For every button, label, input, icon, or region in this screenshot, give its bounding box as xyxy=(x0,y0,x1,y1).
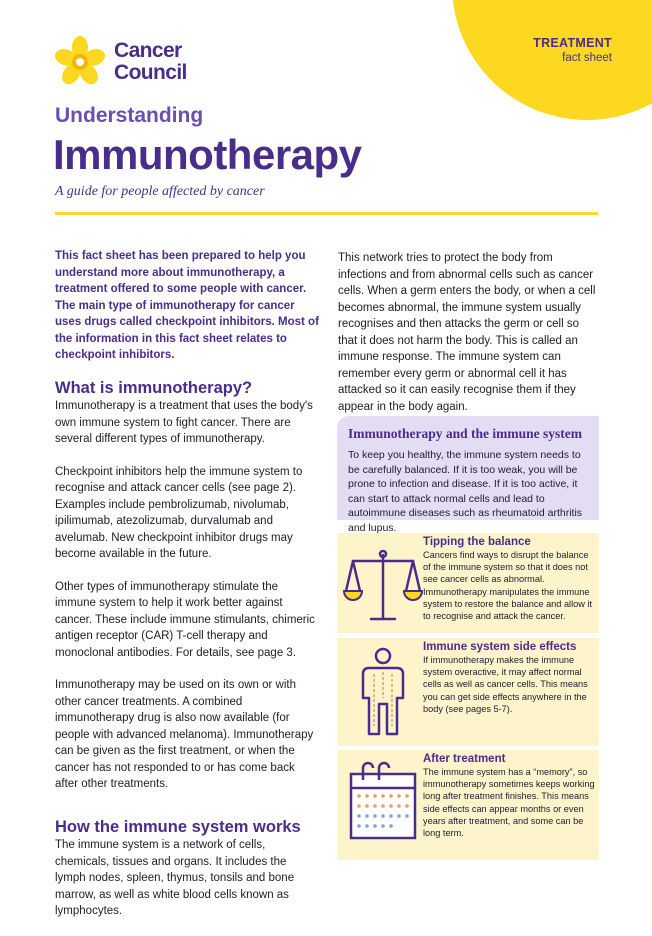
page-subtitle: A guide for people affected by cancer xyxy=(55,184,265,199)
intro-paragraph: This fact sheet has been prepared to help you understand more about immunotherapy, a treatment offered to some people with cancer. The main type of immunotherapy for cancer uses drugs called checkpoint inhibitors. Most of the information in this fact sheet relates to checkpoint inhibitors. xyxy=(55,250,319,361)
page-title: Immunotherapy xyxy=(53,131,362,178)
brand-line-2: Council xyxy=(114,61,187,84)
panel-2-body: If immunotherapy makes the immune system overactive, it may affect normal cells as well as cancer cells. This means you can get side effects anywhere in the body (see pages 5-7). xyxy=(423,655,588,714)
fact-sheet-badge xyxy=(533,36,612,64)
calendar-icon xyxy=(343,758,423,850)
how-paragraph: The immune system is a network of cells, chemicals, tissues and organs. It includes the lymph nodes, spleen, thymus, tonsils and bone marrow, as well as white blood cells known as lymphocytes. xyxy=(55,839,295,917)
what-paragraph-3: Other types of immunotherapy stimulate the immune system to help it work better against cancer. These include immune stimulants, chimeric antigen receptor (CAR) T-cell therapy and monoclonal antibodies. For details, see page 3. xyxy=(55,580,315,659)
how-heading: How the immune system works xyxy=(55,817,301,836)
scales-icon xyxy=(343,541,423,633)
what-paragraph-4: Immunotherapy may be used on its own or with other cancer treatments. A combined immunotherapy drug is also now available (for people with advanced melanoma). Immunotherapy can be given as the first treatment, or when the cancer has not responded to or has come back after other treatments. xyxy=(55,679,314,790)
panel-tipping-balance xyxy=(337,533,599,633)
panel-3-body: The immune system has a “memory”, so immunotherapy sometimes keeps working long after treatment finishes. This means side effects can appear months or even years after treatment, and some can be long term. xyxy=(423,767,595,839)
panel-after-treatment xyxy=(337,750,599,860)
what-paragraph-1: Immunotherapy is a treatment that uses the body's own immune system to fight cancer. There are several different types of immunotherapy. xyxy=(55,400,313,445)
what-heading: What is immunotherapy? xyxy=(55,378,253,397)
badge-subtitle: fact sheet xyxy=(562,52,612,64)
panel-2-heading: Immune system side effects xyxy=(423,641,577,653)
brand-line-1: Cancer xyxy=(114,39,182,62)
right-column xyxy=(338,250,600,415)
panel-side-effects xyxy=(337,638,599,746)
right-paragraph: This network tries to protect the body from infections and from abnormal cells such as cancer cells. When a germ enters the body, or when a cell becomes abnormal, the immune system usually recognises and then attacks the germ or cell so that it does not harm the body. This is called an immune response. The immune system can remember every germ or abnormal cell it has attacked so it can easily recognise them if they appear in the body again. xyxy=(338,252,596,413)
title-kicker: Understanding xyxy=(55,104,204,127)
person-icon xyxy=(343,646,423,738)
immune-box-body: To keep you healthy, the immune system needs to be carefully balanced. If it is too weak, you will be prone to infection and disease. If it is too active, it can start to attack normal cells and lead to autoimmune diseases such as rheumatoid arthritis and lupus. xyxy=(348,449,583,534)
immune-box-heading: Immunotherapy and the immune system xyxy=(348,426,583,441)
daffodil-icon xyxy=(52,34,108,90)
cancer-council-logo xyxy=(52,34,187,90)
what-paragraph-2: Checkpoint inhibitors help the immune system to recognise and attack cancer cells (see page 2). Examples include pembrolizumab, nivolumab, ipilimumab, atezolizumab, durvalumab and avelumab. New checkpoint inhibitor drugs may become available in the future. xyxy=(55,465,303,560)
panel-3-heading: After treatment xyxy=(423,753,506,765)
header-divider xyxy=(55,212,598,215)
badge-title: TREATMENT xyxy=(533,36,612,50)
panel-1-heading: Tipping the balance xyxy=(423,536,531,548)
panel-1-body: Cancers find ways to disrupt the balance of the immune system so that it does not see cancer cells as abnormal. Immunotherapy manipulates the immune system to restore the balance and allow it to recognise and attack the cancer. xyxy=(423,550,593,622)
left-column xyxy=(55,248,320,936)
immune-system-box xyxy=(337,416,599,534)
